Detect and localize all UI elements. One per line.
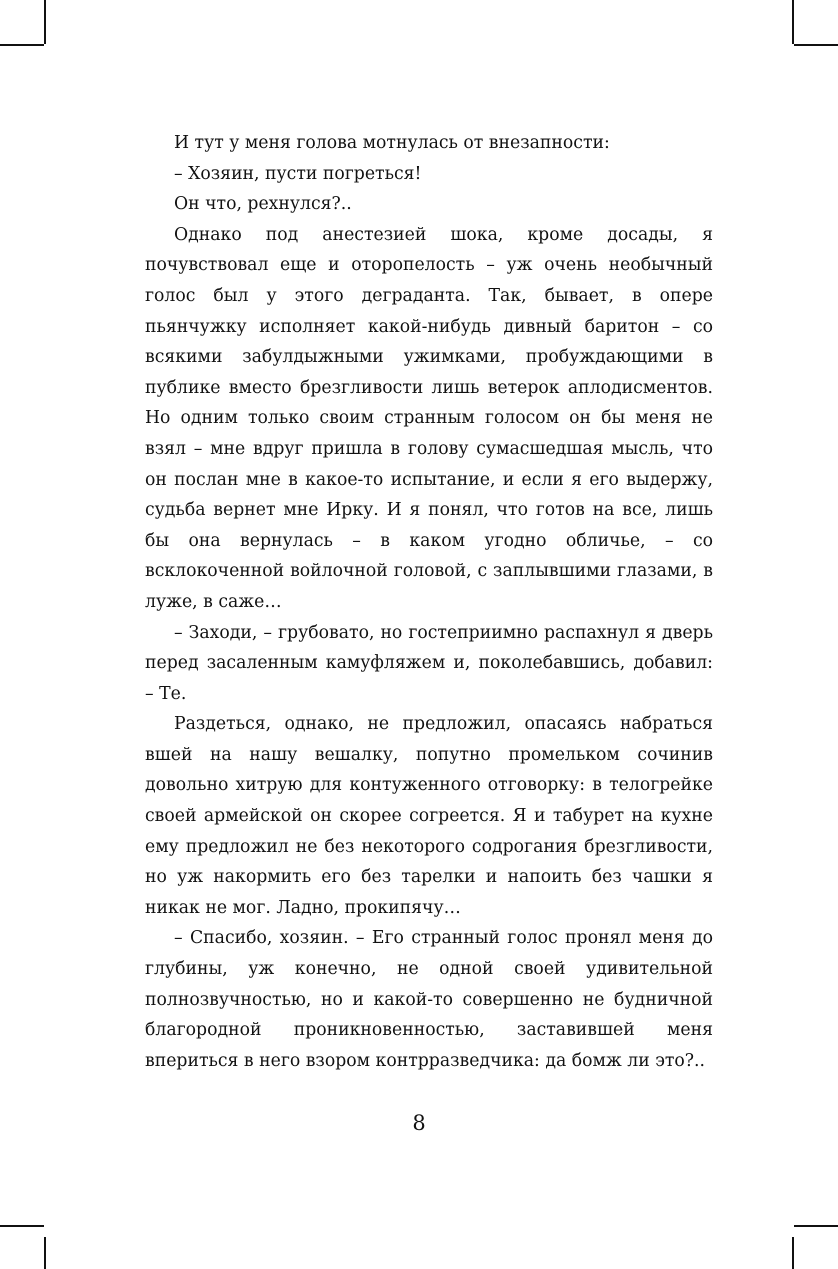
- paragraph: Он что, рехнулся?..: [174, 194, 352, 215]
- paragraph: И тут у меня голова мотнулась от внезапности:: [174, 133, 610, 153]
- body-text: [145, 128, 713, 1076]
- paragraph: Однако под анестезией шока, кроме досады, я почувствовал еще и оторопелость – уж очень необычный голос был у этого деграданта. Так, бывает, в опере пьянчужку исполняет какой-нибудь дивный баритон – со всякими забулдыжными ужимками, пробуждающими в публике вместо брезгливости лишь ветерок аплодисментов. Но одним только своим странным голосом он бы меня не взял – мне вдруг пришла в голову сумасшедшая мысль, что он послан мне в какое-то испытание, и если я его выдержу, судьба вернет мне Ирку. И я понял, что готов на все, лишь бы она вернулась – в каком угодно обличье, – со всклокоченной войлочной головой, с заплывшими глазами, в луже, в саже…: [145, 224, 713, 612]
- paragraph: – Хозяин, пусти погреться!: [174, 163, 422, 184]
- crop-mark-top-left-vertical: [44, 0, 46, 44]
- paragraph: – Заходи, – грубовато, но гостеприимно распахнул я дверь перед засаленным камуфляжем и, поколебавшись, добавил: – Те.: [145, 622, 713, 704]
- crop-mark-top-left-horizontal: [0, 44, 44, 46]
- crop-mark-bottom-left-horizontal: [0, 1225, 44, 1227]
- paragraph: – Спасибо, хозяин. – Его странный голос пронял меня до глубины, уж конечно, не одной своей удивительной полнозвучностью, но и какой-то совершенно не будничной благородной проникновенностью, заставившей меня впериться в него взором контрразведчика: да бомж ли это?..: [145, 928, 713, 1071]
- paragraph: Раздеться, однако, не предложил, опасаясь набраться вшей на нашу вешалку, попутно промельком сочинив довольно хитрую для контуженного отговорку: в телогрейке своей армейской он скорее согреется. Я и табурет на кухне ему предложил не без некоторого содрогания брезгливости, но уж накормить его без тарелки и напоить без чашки я никак не мог. Ладно, прокипячу…: [145, 714, 713, 918]
- crop-mark-bottom-left-vertical: [44, 1237, 46, 1269]
- crop-mark-bottom-right-vertical: [792, 1237, 794, 1269]
- crop-mark-top-right-horizontal: [794, 44, 838, 46]
- page-number: 8: [412, 1111, 426, 1135]
- crop-mark-bottom-right-horizontal: [794, 1225, 838, 1227]
- crop-mark-top-right-vertical: [792, 0, 794, 44]
